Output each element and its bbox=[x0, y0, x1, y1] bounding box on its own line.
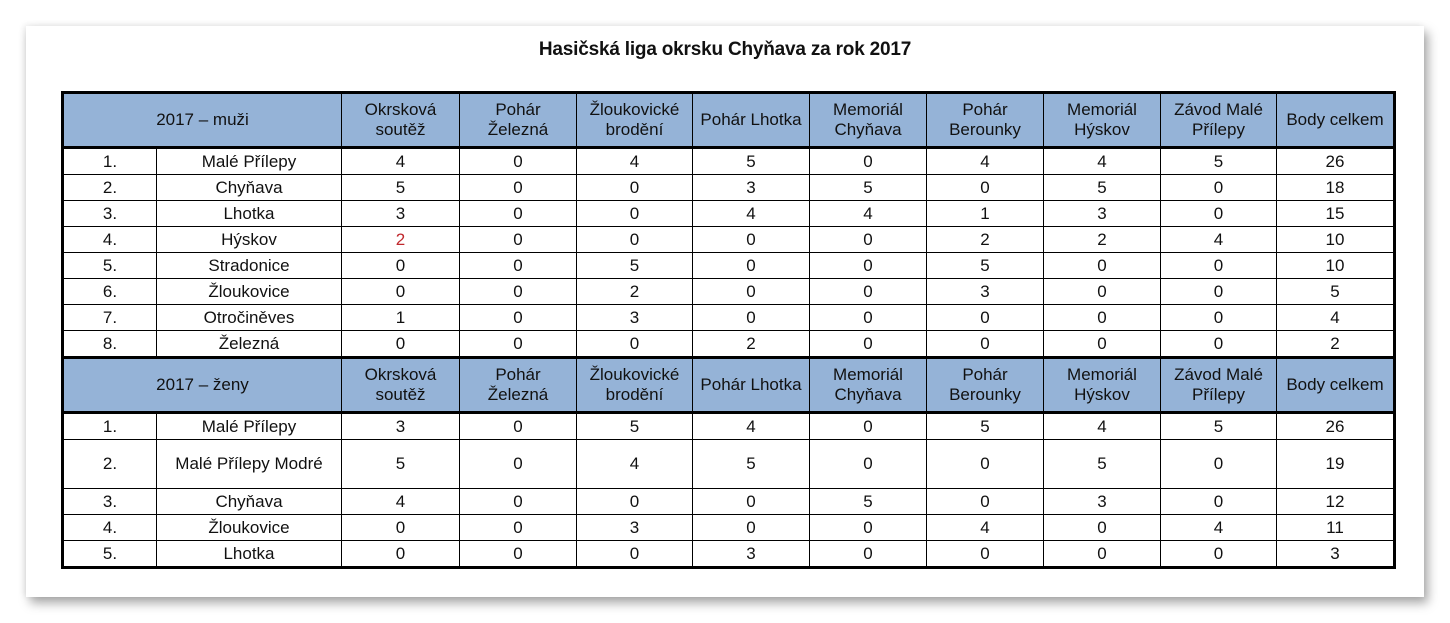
team-name-cell: Hýskov bbox=[157, 227, 342, 253]
score-cell: 0 bbox=[693, 227, 810, 253]
column-header bbox=[1161, 93, 1277, 148]
score-cell: 4 bbox=[1161, 515, 1277, 541]
score-cell: 5 bbox=[810, 175, 927, 201]
score-cell: 3 bbox=[342, 201, 460, 227]
score-cell: 4 bbox=[927, 148, 1044, 175]
table-row bbox=[63, 148, 1395, 175]
score-cell: 0 bbox=[1161, 175, 1277, 201]
total-points-cell: 2 bbox=[1277, 331, 1395, 358]
column-header bbox=[460, 358, 577, 413]
team-name-cell: Žloukovice bbox=[157, 279, 342, 305]
score-cell: 5 bbox=[1044, 175, 1161, 201]
score-cell: 5 bbox=[342, 175, 460, 201]
score-cell: 0 bbox=[693, 489, 810, 515]
score-cell: 0 bbox=[693, 305, 810, 331]
score-cell: 3 bbox=[693, 541, 810, 568]
men-header-row bbox=[63, 93, 1395, 148]
score-cell: 3 bbox=[1044, 489, 1161, 515]
score-cell: 0 bbox=[1044, 331, 1161, 358]
score-cell: 3 bbox=[693, 175, 810, 201]
score-cell: 0 bbox=[1161, 440, 1277, 489]
column-header-line2: Chyňava bbox=[834, 120, 902, 139]
column-header-line2: Přílepy bbox=[1192, 120, 1245, 139]
score-cell: 0 bbox=[577, 201, 693, 227]
women-section bbox=[63, 358, 1395, 568]
column-header bbox=[693, 93, 810, 148]
score-cell: 0 bbox=[577, 227, 693, 253]
table-row bbox=[63, 440, 1395, 489]
team-name-cell: Chyňava bbox=[157, 175, 342, 201]
rank-cell: 4. bbox=[63, 515, 157, 541]
team-name-cell: Chyňava bbox=[157, 489, 342, 515]
column-header bbox=[810, 93, 927, 148]
table-row bbox=[63, 253, 1395, 279]
column-header-line1: Žloukovické bbox=[589, 365, 680, 384]
score-cell: 0 bbox=[1044, 305, 1161, 331]
league-table bbox=[61, 91, 1396, 569]
column-header-line2: Chyňava bbox=[834, 385, 902, 404]
score-cell: 0 bbox=[1161, 541, 1277, 568]
total-points-cell: 15 bbox=[1277, 201, 1395, 227]
score-cell: 1 bbox=[342, 305, 460, 331]
score-cell: 0 bbox=[810, 148, 927, 175]
table-row bbox=[63, 305, 1395, 331]
rank-cell: 3. bbox=[63, 201, 157, 227]
column-header bbox=[927, 93, 1044, 148]
score-cell: 4 bbox=[342, 148, 460, 175]
document-page bbox=[26, 26, 1424, 597]
team-name-cell: Stradonice bbox=[157, 253, 342, 279]
total-points-cell: 10 bbox=[1277, 227, 1395, 253]
score-cell: 0 bbox=[460, 440, 577, 489]
score-cell: 0 bbox=[577, 331, 693, 358]
score-cell: 0 bbox=[460, 413, 577, 440]
column-header-line1: Okrsková bbox=[364, 100, 437, 119]
score-cell: 5 bbox=[693, 440, 810, 489]
score-cell: 0 bbox=[1161, 279, 1277, 305]
score-cell: 2 bbox=[577, 279, 693, 305]
score-cell: 0 bbox=[1044, 515, 1161, 541]
score-cell: 4 bbox=[577, 440, 693, 489]
score-cell: 4 bbox=[927, 515, 1044, 541]
score-cell: 3 bbox=[927, 279, 1044, 305]
score-cell: 4 bbox=[577, 148, 693, 175]
score-cell: 2 bbox=[342, 227, 460, 253]
column-header bbox=[1044, 358, 1161, 413]
column-header-line2: Hýskov bbox=[1074, 385, 1130, 404]
score-cell: 2 bbox=[693, 331, 810, 358]
column-header bbox=[927, 358, 1044, 413]
score-cell: 0 bbox=[693, 253, 810, 279]
table-row bbox=[63, 227, 1395, 253]
score-cell: 5 bbox=[927, 413, 1044, 440]
column-header-line1: Žloukovické bbox=[589, 100, 680, 119]
score-cell: 0 bbox=[342, 253, 460, 279]
women-header-row bbox=[63, 358, 1395, 413]
score-cell: 0 bbox=[342, 541, 460, 568]
score-cell: 0 bbox=[1161, 489, 1277, 515]
team-name-cell: Lhotka bbox=[157, 201, 342, 227]
score-cell: 0 bbox=[927, 489, 1044, 515]
column-header-line1: Body celkem bbox=[1286, 375, 1384, 394]
table-row bbox=[63, 515, 1395, 541]
score-cell: 0 bbox=[693, 515, 810, 541]
team-name-cell: Malé Přílepy Modré bbox=[157, 440, 342, 489]
score-cell: 0 bbox=[927, 541, 1044, 568]
rank-cell: 8. bbox=[63, 331, 157, 358]
score-cell: 0 bbox=[342, 331, 460, 358]
score-cell: 5 bbox=[927, 253, 1044, 279]
score-cell: 5 bbox=[810, 489, 927, 515]
total-points-cell: 4 bbox=[1277, 305, 1395, 331]
table-row bbox=[63, 331, 1395, 358]
score-cell: 5 bbox=[1161, 148, 1277, 175]
score-cell: 3 bbox=[342, 413, 460, 440]
score-cell: 5 bbox=[577, 253, 693, 279]
table-row bbox=[63, 489, 1395, 515]
column-header-line1: Závod Malé bbox=[1174, 100, 1263, 119]
column-header-line1: Memoriál bbox=[833, 365, 903, 384]
score-cell: 0 bbox=[810, 413, 927, 440]
document-title: Hasičská liga okrsku Chyňava za rok 2017 bbox=[538, 39, 912, 60]
column-header-line1: Body celkem bbox=[1286, 110, 1384, 129]
column-header bbox=[1277, 93, 1395, 148]
score-cell: 0 bbox=[577, 489, 693, 515]
total-points-cell: 26 bbox=[1277, 148, 1395, 175]
score-cell: 0 bbox=[810, 541, 927, 568]
women-section-title: 2017 – ženy bbox=[63, 358, 342, 413]
total-points-cell: 3 bbox=[1277, 541, 1395, 568]
score-cell: 4 bbox=[693, 413, 810, 440]
column-header bbox=[577, 358, 693, 413]
score-cell: 5 bbox=[1044, 440, 1161, 489]
score-cell: 4 bbox=[1044, 413, 1161, 440]
score-cell: 0 bbox=[460, 148, 577, 175]
column-header bbox=[1277, 358, 1395, 413]
total-points-cell: 12 bbox=[1277, 489, 1395, 515]
column-header-line2: brodění bbox=[605, 385, 664, 404]
score-cell: 0 bbox=[1044, 253, 1161, 279]
score-cell: 0 bbox=[810, 305, 927, 331]
score-cell: 0 bbox=[810, 253, 927, 279]
score-cell: 0 bbox=[1161, 305, 1277, 331]
column-header-line1: Okrsková bbox=[364, 365, 437, 384]
column-header-line2: Berounky bbox=[949, 120, 1021, 139]
score-cell: 4 bbox=[693, 201, 810, 227]
score-cell: 5 bbox=[342, 440, 460, 489]
column-header-line1: Pohár bbox=[495, 365, 541, 384]
score-cell: 0 bbox=[927, 175, 1044, 201]
table-row bbox=[63, 541, 1395, 568]
team-name-cell: Žloukovice bbox=[157, 515, 342, 541]
column-header-line1: Pohár Lhotka bbox=[700, 375, 802, 394]
column-header-line2: soutěž bbox=[375, 385, 426, 404]
score-cell: 5 bbox=[1161, 413, 1277, 440]
column-header-line2: brodění bbox=[605, 120, 664, 139]
team-name-cell: Otročiněves bbox=[157, 305, 342, 331]
score-cell: 0 bbox=[810, 331, 927, 358]
score-cell: 2 bbox=[1044, 227, 1161, 253]
rank-cell: 3. bbox=[63, 489, 157, 515]
score-cell: 0 bbox=[460, 541, 577, 568]
score-cell: 0 bbox=[1044, 541, 1161, 568]
column-header-line1: Memoriál bbox=[833, 100, 903, 119]
score-cell: 0 bbox=[460, 201, 577, 227]
score-cell: 0 bbox=[810, 227, 927, 253]
column-header bbox=[693, 358, 810, 413]
score-cell: 0 bbox=[810, 440, 927, 489]
column-header bbox=[810, 358, 927, 413]
rank-cell: 7. bbox=[63, 305, 157, 331]
score-cell: 0 bbox=[460, 515, 577, 541]
score-cell: 0 bbox=[810, 515, 927, 541]
score-cell: 1 bbox=[927, 201, 1044, 227]
column-header-line2: Hýskov bbox=[1074, 120, 1130, 139]
column-header bbox=[1161, 358, 1277, 413]
score-cell: 0 bbox=[1161, 253, 1277, 279]
score-cell: 0 bbox=[460, 279, 577, 305]
rank-cell: 2. bbox=[63, 175, 157, 201]
score-cell: 0 bbox=[810, 279, 927, 305]
score-cell: 3 bbox=[1044, 201, 1161, 227]
column-header-line1: Závod Malé bbox=[1174, 365, 1263, 384]
column-header bbox=[460, 93, 577, 148]
score-cell: 0 bbox=[342, 279, 460, 305]
score-cell: 3 bbox=[577, 305, 693, 331]
column-header-line2: soutěž bbox=[375, 120, 426, 139]
column-header-line1: Pohár bbox=[962, 365, 1008, 384]
score-cell: 0 bbox=[1044, 279, 1161, 305]
score-cell: 0 bbox=[1161, 201, 1277, 227]
team-name-cell: Malé Přílepy bbox=[157, 148, 342, 175]
rank-cell: 6. bbox=[63, 279, 157, 305]
score-cell: 4 bbox=[810, 201, 927, 227]
score-cell: 0 bbox=[460, 331, 577, 358]
team-name-cell: Lhotka bbox=[157, 541, 342, 568]
score-cell: 0 bbox=[460, 175, 577, 201]
score-cell: 0 bbox=[927, 305, 1044, 331]
score-cell: 0 bbox=[577, 175, 693, 201]
table-row bbox=[63, 413, 1395, 440]
rank-cell: 4. bbox=[63, 227, 157, 253]
team-name-cell: Železná bbox=[157, 331, 342, 358]
column-header bbox=[342, 358, 460, 413]
score-cell: 3 bbox=[577, 515, 693, 541]
total-points-cell: 10 bbox=[1277, 253, 1395, 279]
table-row bbox=[63, 279, 1395, 305]
column-header-line1: Memoriál bbox=[1067, 365, 1137, 384]
score-cell: 0 bbox=[460, 253, 577, 279]
men-section-title: 2017 – muži bbox=[63, 93, 342, 148]
score-cell: 0 bbox=[577, 541, 693, 568]
total-points-cell: 19 bbox=[1277, 440, 1395, 489]
rank-cell: 2. bbox=[63, 440, 157, 489]
men-section bbox=[63, 93, 1395, 358]
total-points-cell: 26 bbox=[1277, 413, 1395, 440]
column-header-line1: Pohár bbox=[962, 100, 1008, 119]
team-name-cell: Malé Přílepy bbox=[157, 413, 342, 440]
column-header-line2: Železná bbox=[487, 385, 549, 404]
score-cell: 4 bbox=[1044, 148, 1161, 175]
score-cell: 0 bbox=[342, 515, 460, 541]
score-cell: 4 bbox=[1161, 227, 1277, 253]
rank-cell: 5. bbox=[63, 541, 157, 568]
rank-cell: 5. bbox=[63, 253, 157, 279]
score-cell: 0 bbox=[1161, 331, 1277, 358]
rank-cell: 1. bbox=[63, 413, 157, 440]
score-cell: 0 bbox=[927, 440, 1044, 489]
total-points-cell: 18 bbox=[1277, 175, 1395, 201]
score-cell: 4 bbox=[342, 489, 460, 515]
column-header-line2: Berounky bbox=[949, 385, 1021, 404]
column-header-line2: Přílepy bbox=[1192, 385, 1245, 404]
rank-cell: 1. bbox=[63, 148, 157, 175]
table-row bbox=[63, 201, 1395, 227]
column-header-line1: Memoriál bbox=[1067, 100, 1137, 119]
score-cell: 0 bbox=[460, 305, 577, 331]
score-cell: 0 bbox=[460, 489, 577, 515]
total-points-cell: 11 bbox=[1277, 515, 1395, 541]
column-header bbox=[577, 93, 693, 148]
score-cell: 5 bbox=[693, 148, 810, 175]
column-header bbox=[1044, 93, 1161, 148]
table-row bbox=[63, 175, 1395, 201]
score-cell: 0 bbox=[693, 279, 810, 305]
score-cell: 0 bbox=[927, 331, 1044, 358]
column-header-line2: Železná bbox=[487, 120, 549, 139]
score-cell: 5 bbox=[577, 413, 693, 440]
total-points-cell: 5 bbox=[1277, 279, 1395, 305]
column-header-line1: Pohár bbox=[495, 100, 541, 119]
column-header-line1: Pohár Lhotka bbox=[700, 110, 802, 129]
score-cell: 0 bbox=[460, 227, 577, 253]
score-cell: 2 bbox=[927, 227, 1044, 253]
column-header bbox=[342, 93, 460, 148]
